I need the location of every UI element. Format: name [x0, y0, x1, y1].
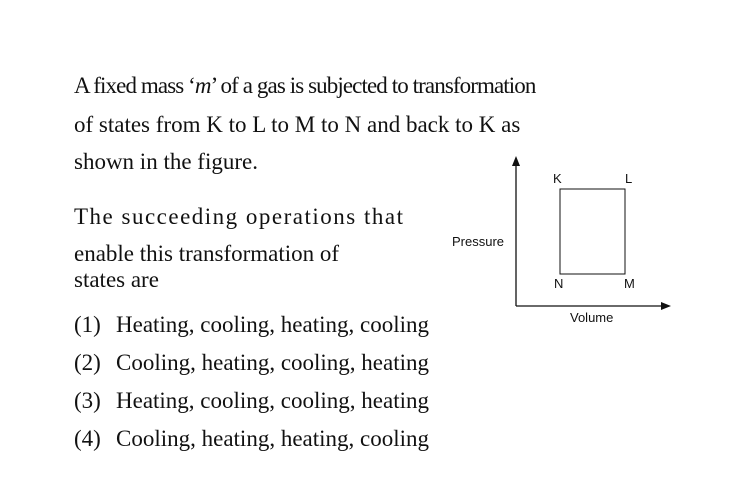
option-2 [74, 349, 429, 377]
pv-diagram [440, 150, 680, 340]
question-line-3: shown in the figure. [74, 149, 258, 174]
option-3 [74, 387, 429, 415]
point-k-label: K [553, 171, 562, 186]
option-number: (2) [74, 350, 101, 375]
point-m-label: M [624, 276, 635, 291]
option-text: Cooling, heating, cooling, heating [116, 350, 430, 375]
x-axis-label: Volume [570, 310, 614, 325]
option-text: Cooling, heating, heating, cooling [116, 426, 430, 451]
point-n-label: N [554, 276, 564, 291]
point-l-label: L [625, 171, 633, 186]
volume-axis-arrow-icon [661, 302, 671, 310]
y-axis-label: Pressure [452, 234, 505, 249]
question-line-1-end: ’ of a gas is subjected to transformation [210, 73, 536, 98]
option-number: (4) [74, 426, 101, 451]
question-line-1 [74, 72, 535, 100]
option-number: (3) [74, 388, 101, 413]
question-line-1-start: A fixed mass ‘ [74, 73, 195, 98]
option-1 [74, 311, 429, 339]
option-4 [74, 425, 429, 453]
question-line-2: of states from K to L to M to N and back to K as [74, 112, 521, 137]
question-line-5: enable this transformation of [74, 241, 340, 266]
question-line-4: The succeeding operations that [74, 204, 405, 229]
question-line-6: states are [74, 267, 159, 292]
kl-mn-cycle [560, 189, 625, 274]
pressure-axis-arrow-icon [512, 156, 520, 166]
option-text: Heating, cooling, cooling, heating [116, 388, 429, 413]
option-number: (1) [74, 312, 101, 337]
mass-variable: m [194, 73, 211, 98]
option-text: Heating, cooling, heating, cooling [116, 312, 429, 337]
